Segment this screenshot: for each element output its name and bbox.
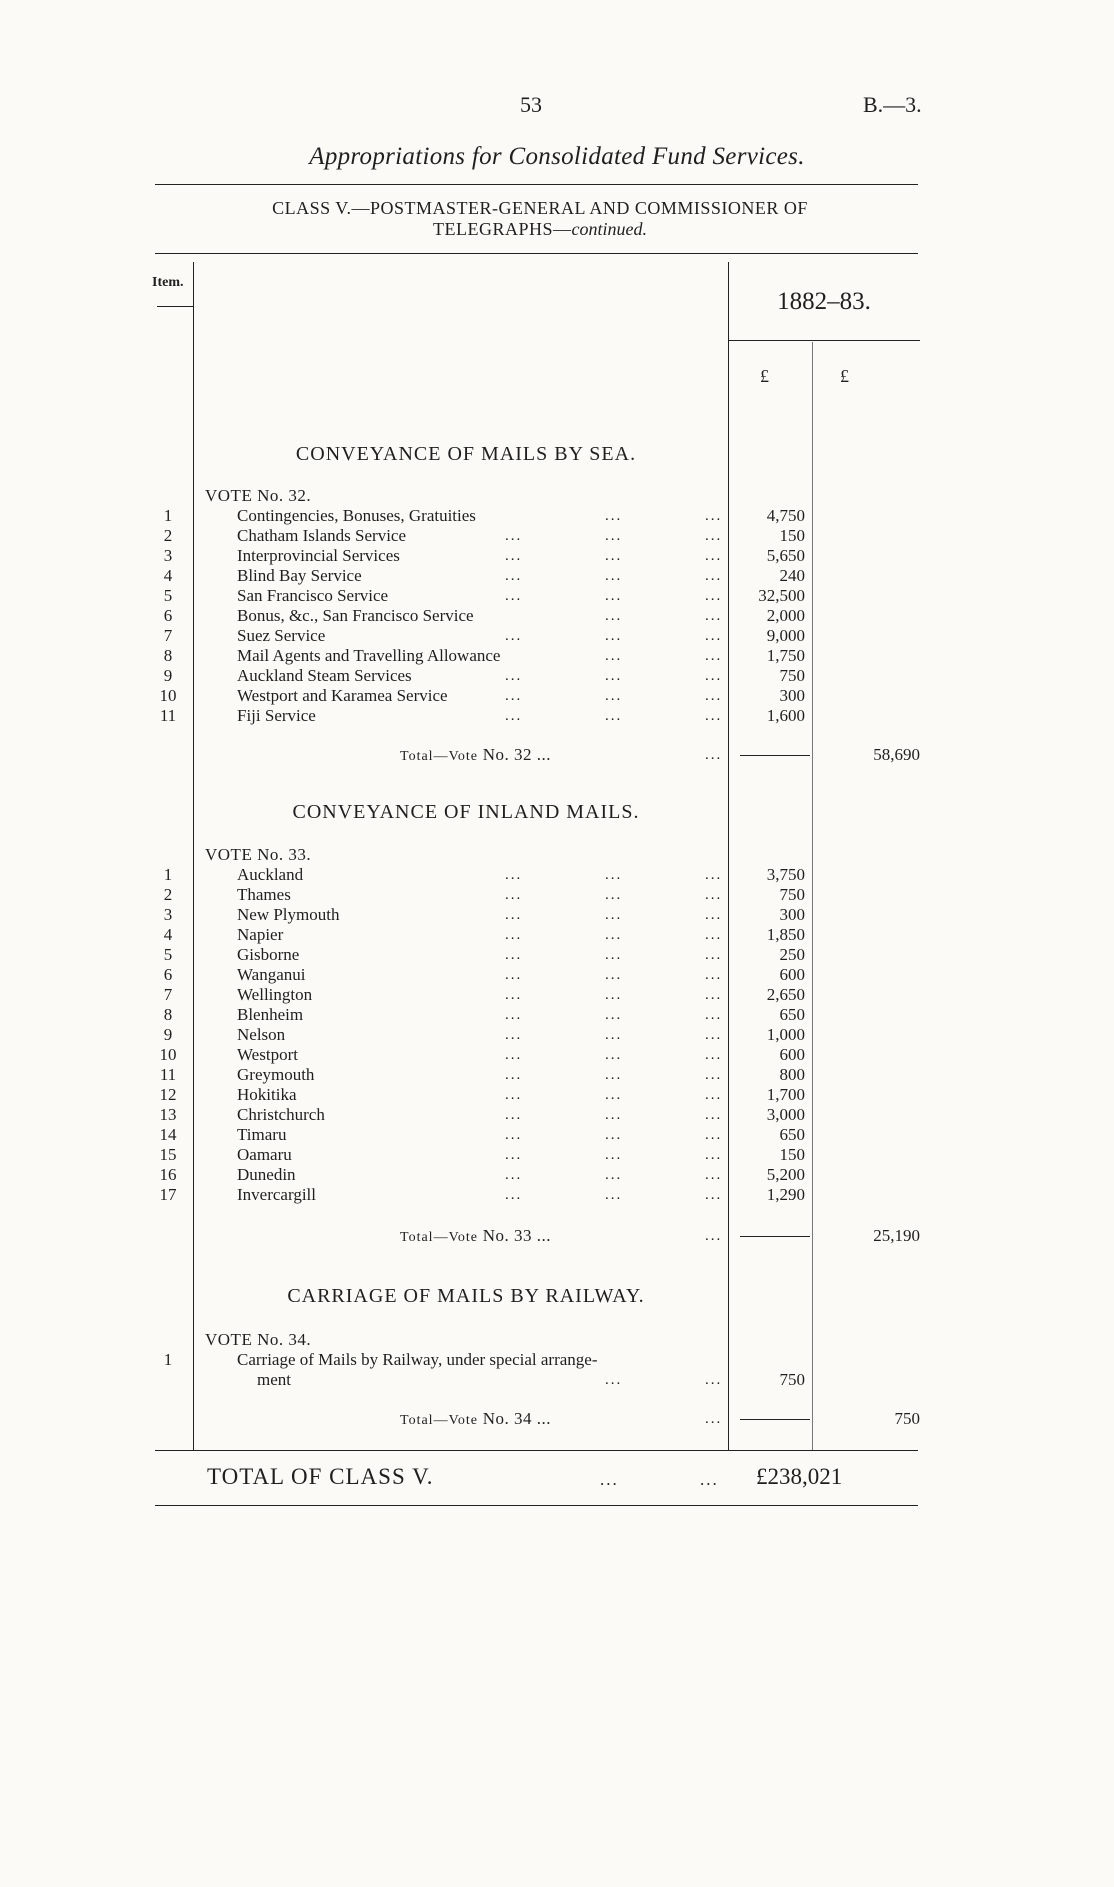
grand-total-leader-1: ...: [600, 1470, 619, 1489]
item-description: Contingencies, Bonuses, Gratuities: [237, 506, 476, 525]
table-row: [150, 666, 920, 686]
section-heading: CONVEYANCE OF MAILS BY SEA.: [295, 443, 637, 465]
class-heading-line1: CLASS V.—POSTMASTER-GENERAL AND COMMISSIONER OF: [272, 198, 808, 218]
table-row: [150, 885, 920, 905]
item-number: 1: [163, 1350, 173, 1369]
leader-dots: ...: [705, 987, 723, 1003]
item-amount: 1,600: [766, 706, 805, 725]
item-number: 1: [163, 506, 173, 525]
table-row: [150, 1185, 920, 1205]
vote-label: VOTE No. 33.: [205, 845, 312, 864]
leader-dots: ...: [605, 1067, 623, 1083]
leader-dots: ...: [705, 568, 723, 584]
item-number: 9: [163, 1025, 173, 1044]
table-row: [150, 546, 920, 566]
leader-dots: ...: [605, 528, 623, 544]
item-number: 6: [163, 965, 173, 984]
table-row: [150, 606, 920, 626]
vote-total-label: [400, 1225, 551, 1249]
leader-dots: ...: [505, 548, 523, 564]
leader-dots: ...: [705, 1047, 723, 1063]
item-description: Thames: [237, 885, 291, 904]
item-column-divider: [193, 262, 194, 1450]
table-row: [150, 1085, 920, 1105]
item-amount: 3,750: [766, 865, 805, 884]
item-description: Westport and Karamea Service: [237, 686, 448, 705]
leader-dots: ...: [605, 1187, 623, 1203]
item-amount: 150: [779, 526, 805, 545]
vote-total-suffix: No. 32: [482, 745, 533, 764]
item-amount: 650: [779, 1125, 805, 1144]
item-amount: 1,000: [766, 1025, 805, 1044]
leader-dots: ...: [605, 1027, 623, 1043]
leader-dots: ...: [705, 508, 723, 524]
vote-label: VOTE No. 32.: [205, 486, 312, 505]
leader-dots: ...: [505, 887, 523, 903]
grand-total-leader-2: ...: [700, 1470, 719, 1489]
item-number: 6: [163, 606, 173, 625]
table-row: [150, 905, 920, 925]
item-description: Timaru: [237, 1125, 287, 1144]
vote-total-prefix: Total—Vote: [400, 1413, 478, 1428]
vote-total-suffix: No. 34: [482, 1409, 533, 1428]
class-heading-line2-main: TELEGRAPHS—: [433, 219, 572, 239]
table-row: [150, 686, 920, 706]
item-description: Mail Agents and Travelling Allowance: [237, 646, 501, 665]
item-amount: 300: [779, 905, 805, 924]
table-row: [150, 646, 920, 666]
leader-dots: ...: [505, 688, 523, 704]
leader-dots: ...: [705, 1107, 723, 1123]
leader-dots: ...: [705, 947, 723, 963]
item-amount: 32,500: [758, 586, 805, 605]
item-amount: 300: [779, 686, 805, 705]
leader-dots: ...: [705, 1027, 723, 1043]
item-amount: 1,850: [766, 925, 805, 944]
item-description-continued: ment: [257, 1370, 291, 1389]
leader-dots: ...: [705, 628, 723, 644]
leader-dots: ...: [505, 947, 523, 963]
leader-dots: ...: [705, 887, 723, 903]
leader-dots: ...: [705, 648, 723, 664]
item-amount: 750: [779, 666, 805, 685]
leader-dots: ...: [705, 1087, 723, 1103]
leader-dots: ...: [705, 867, 723, 883]
leader-dots: ...: [505, 1127, 523, 1143]
leader-dots: ...: [705, 967, 723, 983]
leader-dots: ...: [605, 867, 623, 883]
table-row: [150, 706, 920, 726]
vote-total-row: [150, 744, 920, 766]
table-row: [150, 566, 920, 586]
leader-dots: ...: [536, 1409, 552, 1428]
item-number: 7: [163, 985, 173, 1004]
leader-dots: ...: [505, 967, 523, 983]
item-description: Interprovincial Services: [237, 546, 400, 565]
leader-dots: ...: [605, 668, 623, 684]
leader-dots: ...: [605, 887, 623, 903]
item-amount: 5,200: [766, 1165, 805, 1184]
leader-dots: ...: [605, 1147, 623, 1163]
total-dash-rule: [740, 755, 810, 756]
item-description: Bonus, &c., San Francisco Service: [237, 606, 474, 625]
leader-dots: ...: [705, 608, 723, 624]
leader-dots: ...: [605, 987, 623, 1003]
leader-dots: ...: [505, 708, 523, 724]
leader-dots: ...: [705, 668, 723, 684]
item-description: Carriage of Mails by Railway, under special arrange-: [237, 1350, 598, 1369]
total-dash-rule: [740, 1236, 810, 1237]
class-heading-line2: [150, 219, 930, 240]
item-number: 1: [163, 865, 173, 884]
page-number: 53: [520, 92, 542, 117]
table-row: [150, 1165, 920, 1185]
vote-total-label: [400, 1408, 551, 1432]
item-description: Westport: [237, 1045, 298, 1064]
item-description: Napier: [237, 925, 284, 944]
grand-total-label: TOTAL OF CLASS V.: [207, 1464, 434, 1489]
item-header-underline: [157, 306, 193, 307]
year-header-underline: [728, 340, 920, 341]
item-amount: 650: [779, 1005, 805, 1024]
item-number: 2: [163, 526, 173, 545]
vote-total-value: 750: [894, 1409, 920, 1428]
item-number: 15: [159, 1145, 177, 1164]
table-row: [150, 985, 920, 1005]
item-amount: 240: [779, 566, 805, 585]
vote-total-label: [400, 744, 551, 768]
grand-total-value: £238,021: [756, 1464, 843, 1489]
item-amount: 600: [779, 1045, 805, 1064]
item-amount: 2,650: [766, 985, 805, 1004]
leader-dots: ...: [705, 907, 723, 923]
section-heading: CARRIAGE OF MAILS BY RAILWAY.: [287, 1285, 645, 1307]
leader-dots: ...: [536, 1226, 552, 1245]
leader-dots: ...: [705, 1127, 723, 1143]
item-amount: 1,750: [766, 646, 805, 665]
leader-dots: ...: [505, 628, 523, 644]
leader-dots: ...: [605, 568, 623, 584]
leader-dots: ...: [505, 1027, 523, 1043]
item-amount: 1,290: [766, 1185, 805, 1204]
item-amount: 2,000: [766, 606, 805, 625]
item-amount: 1,700: [766, 1085, 805, 1104]
item-amount: 250: [779, 945, 805, 964]
leader-dots: ...: [705, 588, 723, 604]
section-heading: CONVEYANCE OF INLAND MAILS.: [292, 801, 640, 823]
leader-dots: ...: [505, 1007, 523, 1023]
leader-dots: ...: [605, 1047, 623, 1063]
item-amount: 600: [779, 965, 805, 984]
item-description: Oamaru: [237, 1145, 292, 1164]
item-description: Wellington: [237, 985, 313, 1004]
item-amount: 5,650: [766, 546, 805, 565]
item-amount: 9,000: [766, 626, 805, 645]
class-heading-continued: continued.: [571, 219, 647, 239]
table-row: [150, 1065, 920, 1085]
leader-dots: ...: [505, 588, 523, 604]
item-number: 17: [159, 1185, 177, 1204]
currency-header-totals: £: [840, 366, 849, 386]
table-row: [150, 865, 920, 885]
leader-dots: ...: [505, 528, 523, 544]
item-description: Christchurch: [237, 1105, 325, 1124]
leader-dots: ...: [605, 1107, 623, 1123]
item-number: 4: [163, 566, 173, 585]
leader-dots: ...: [505, 1087, 523, 1103]
item-description: Blenheim: [237, 1005, 304, 1024]
item-column-header: Item.: [152, 275, 184, 290]
table-row: [150, 1045, 920, 1065]
leader-dots: ...: [705, 1411, 723, 1427]
leader-dots: ...: [605, 648, 623, 664]
leader-dots: ...: [605, 967, 623, 983]
vote-total-suffix: No. 33: [482, 1226, 533, 1245]
item-amount: 750: [779, 1370, 805, 1389]
table-row: [150, 1025, 920, 1045]
leader-dots: ...: [605, 947, 623, 963]
item-number: 12: [159, 1085, 177, 1104]
item-description: Auckland: [237, 865, 304, 884]
leader-dots: ...: [605, 927, 623, 943]
leader-dots: ...: [605, 508, 623, 524]
item-number: 8: [163, 1005, 173, 1024]
item-number: 5: [163, 945, 173, 964]
leader-dots: ...: [605, 1127, 623, 1143]
leader-dots: ...: [705, 1007, 723, 1023]
leader-dots: ...: [705, 747, 723, 763]
item-description: Greymouth: [237, 1065, 315, 1084]
item-description: Blind Bay Service: [237, 566, 362, 585]
leader-dots: ...: [705, 688, 723, 704]
leader-dots: ...: [505, 1147, 523, 1163]
item-description: New Plymouth: [237, 905, 340, 924]
item-description: San Francisco Service: [237, 586, 389, 605]
item-number: 10: [159, 686, 177, 705]
item-number: 16: [159, 1165, 177, 1184]
leader-dots: ...: [536, 745, 552, 764]
leader-dots: ...: [705, 1167, 723, 1183]
leader-dots: ...: [705, 927, 723, 943]
vote-total-row: [150, 1408, 920, 1430]
document-reference: B.—3.: [863, 92, 922, 117]
item-number: 2: [163, 885, 173, 904]
table-row: [150, 1125, 920, 1145]
table-row: [150, 1145, 920, 1165]
table-row: [150, 965, 920, 985]
year-column-header: 1882–83.: [777, 288, 871, 315]
vote-total-prefix: Total—Vote: [400, 749, 478, 764]
leader-dots: ...: [705, 1067, 723, 1083]
item-description: Nelson: [237, 1025, 286, 1044]
leader-dots: ...: [505, 1047, 523, 1063]
vote-label: VOTE No. 34.: [205, 1330, 312, 1349]
item-description: Gisborne: [237, 945, 300, 964]
item-number: 3: [163, 905, 173, 924]
item-description: Fiji Service: [237, 706, 316, 725]
item-number: 14: [159, 1125, 177, 1144]
item-number: 9: [163, 666, 173, 685]
table-row-continuation: [150, 1370, 920, 1390]
top-rule: [155, 184, 918, 185]
item-description: Invercargill: [237, 1185, 316, 1204]
leader-dots: ...: [505, 987, 523, 1003]
item-number: 11: [159, 706, 177, 725]
table-row: [150, 1105, 920, 1125]
leader-dots: ...: [605, 628, 623, 644]
leader-dots: ...: [605, 907, 623, 923]
leader-dots: ...: [705, 548, 723, 564]
currency-header-items: £: [760, 366, 769, 386]
table-row: [150, 586, 920, 606]
item-number: 11: [159, 1065, 177, 1084]
leader-dots: ...: [605, 1007, 623, 1023]
leader-dots: ...: [605, 588, 623, 604]
vote-total-value: 58,690: [873, 745, 920, 764]
leader-dots: ...: [605, 548, 623, 564]
item-number: 3: [163, 546, 173, 565]
leader-dots: ...: [605, 1372, 623, 1388]
table-row: [150, 925, 920, 945]
table-top-rule: [155, 253, 918, 254]
class-heading: [150, 198, 930, 240]
vote-total-prefix: Total—Vote: [400, 1230, 478, 1245]
table-row: [150, 1005, 920, 1025]
table-row: [150, 506, 920, 526]
leader-dots: ...: [705, 1147, 723, 1163]
vote-total-row: [150, 1225, 920, 1247]
item-amount: 4,750: [766, 506, 805, 525]
item-number: 10: [159, 1045, 177, 1064]
leader-dots: ...: [705, 528, 723, 544]
leader-dots: ...: [505, 1167, 523, 1183]
leader-dots: ...: [705, 1187, 723, 1203]
item-number: 5: [163, 586, 173, 605]
leader-dots: ...: [705, 1228, 723, 1244]
item-amount: 800: [779, 1065, 805, 1084]
leader-dots: ...: [705, 708, 723, 724]
table-row: [150, 526, 920, 546]
item-number: 8: [163, 646, 173, 665]
item-description: Chatham Islands Service: [237, 526, 407, 545]
item-number: 4: [163, 925, 173, 944]
table-row: [150, 945, 920, 965]
leader-dots: ...: [605, 1167, 623, 1183]
leader-dots: ...: [705, 1372, 723, 1388]
item-amount: 3,000: [766, 1105, 805, 1124]
amount-column-divider: [728, 262, 729, 1450]
item-description: Hokitika: [237, 1085, 297, 1104]
page-title: Appropriations for Consolidated Fund Services.: [309, 143, 805, 170]
table-row: [150, 1350, 920, 1370]
item-amount: 750: [779, 885, 805, 904]
leader-dots: ...: [505, 927, 523, 943]
item-description: Suez Service: [237, 626, 326, 645]
table-row: [150, 626, 920, 646]
item-amount: 150: [779, 1145, 805, 1164]
leader-dots: ...: [505, 668, 523, 684]
leader-dots: ...: [605, 708, 623, 724]
leader-dots: ...: [605, 688, 623, 704]
leader-dots: ...: [505, 907, 523, 923]
vote-total-value: 25,190: [873, 1226, 920, 1245]
total-dash-rule: [740, 1419, 810, 1420]
item-number: 7: [163, 626, 173, 645]
leader-dots: ...: [605, 1087, 623, 1103]
leader-dots: ...: [505, 568, 523, 584]
grand-total-bottom-rule: [155, 1505, 918, 1506]
item-number: 13: [159, 1105, 177, 1124]
leader-dots: ...: [505, 1187, 523, 1203]
leader-dots: ...: [505, 1107, 523, 1123]
item-description: Dunedin: [237, 1165, 296, 1184]
leader-dots: ...: [505, 867, 523, 883]
item-description: Auckland Steam Services: [237, 666, 412, 685]
leader-dots: ...: [605, 608, 623, 624]
item-description: Wanganui: [237, 965, 306, 984]
leader-dots: ...: [505, 1067, 523, 1083]
grand-total-top-rule: [155, 1450, 918, 1451]
